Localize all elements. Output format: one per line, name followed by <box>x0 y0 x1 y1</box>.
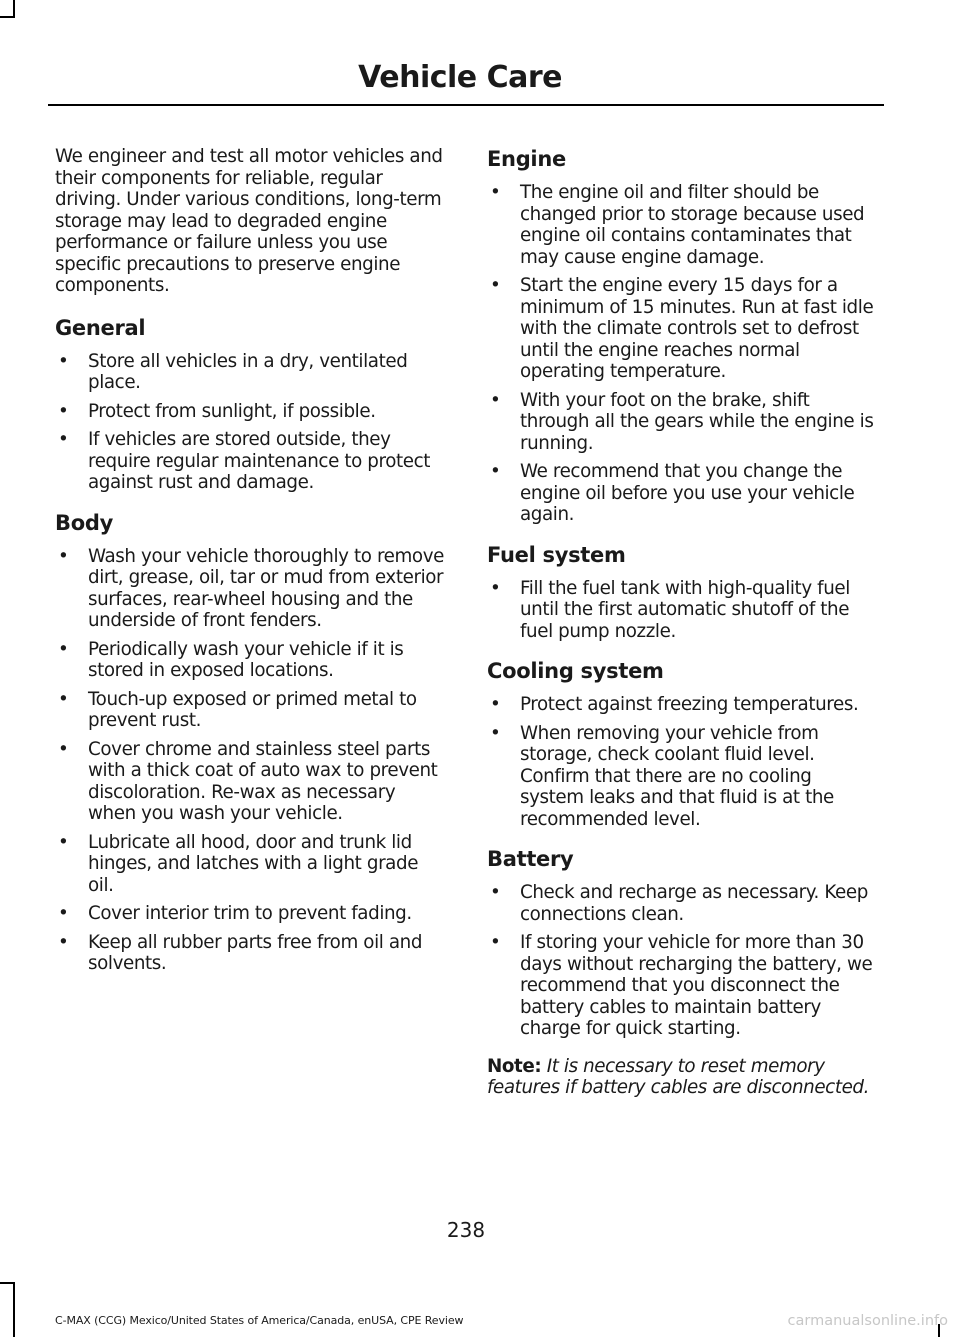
page-number: 238 <box>446 1218 486 1242</box>
left-column <box>55 146 447 991</box>
list-item: • Fill the fuel tank with high-quality fuel until the first automatic shutoff of the fuel pump nozzle. <box>487 578 879 643</box>
list-item: • Check and recharge as necessary. Keep connections clean. <box>487 882 879 925</box>
intro-paragraph: We engineer and test all motor vehicles and their components for reliable, regular driving. Under various conditions, long-term storage may lead to degraded engine performance or failure unless you use specific precautions to preserve engine components. <box>55 146 443 296</box>
document-info: C-MAX (CCG) Mexico/United States of America/Canada, enUSA, CPE Review <box>55 1314 464 1327</box>
list-item: • Start the engine every 15 days for a minimum of 15 minutes. Run at fast idle with the climate controls set to defrost until the engine reaches normal operating temperature. <box>487 275 879 383</box>
engine-list <box>487 182 879 526</box>
body-list <box>55 546 447 975</box>
page-title: Vehicle Care <box>358 60 562 95</box>
battery-list <box>487 882 879 1040</box>
list-item: • We recommend that you change the engine oil before you use your vehicle again. <box>487 461 879 526</box>
list-item: • Periodically wash your vehicle if it is stored in exposed locations. <box>55 639 447 682</box>
list-item: • With your foot on the brake, shift through all the gears while the engine is running. <box>487 390 879 455</box>
list-item: • Lubricate all hood, door and trunk lid hinges, and latches with a light grade oil. <box>55 832 447 897</box>
list-item: • If vehicles are stored outside, they require regular maintenance to protect against rust and damage. <box>55 429 447 494</box>
list-item: • The engine oil and filter should be changed prior to storage because used engine oil contains contaminates that may cause engine damage. <box>487 182 879 268</box>
header-rule <box>48 104 884 106</box>
section-heading-cooling-system: Cooling system <box>487 659 664 683</box>
list-item: • If storing your vehicle for more than 30 days without recharging the battery, we recommend that you disconnect the battery cables to maintain battery charge for quick starting. <box>487 932 879 1040</box>
note-text: It is necessary to reset memory features if battery cables are disconnected. <box>487 1055 870 1098</box>
note-label: Note: <box>487 1055 542 1077</box>
section-heading-general: General <box>55 315 146 340</box>
crop-mark-bottom-left-h <box>0 1282 15 1284</box>
section-heading-body: Body <box>55 510 113 535</box>
section-heading-fuel-system: Fuel system <box>487 542 626 567</box>
watermark: carmanualsonline.info <box>787 1313 948 1329</box>
section-heading-battery: Battery <box>487 847 574 871</box>
list-item: • Store all vehicles in a dry, ventilated place. <box>55 351 447 394</box>
list-item: • Wash your vehicle thoroughly to remove dirt, grease, oil, tar or mud from exterior surfaces, rear-wheel housing and the underside of front fenders. <box>55 546 447 632</box>
section-heading-engine: Engine <box>487 147 566 171</box>
list-item: • Protect from sunlight, if possible. <box>55 401 447 423</box>
list-item: • Cover interior trim to prevent fading. <box>55 903 447 925</box>
list-item: • Keep all rubber parts free from oil and solvents. <box>55 932 447 975</box>
list-item: • Touch-up exposed or primed metal to prevent rust. <box>55 689 447 732</box>
list-item: • Cover chrome and stainless steel parts with a thick coat of auto wax to prevent discoloration. Re-wax as necessary when you wash your vehicle. <box>55 739 447 825</box>
crop-mark-top-left <box>13 0 15 17</box>
list-item: • Protect against freezing temperatures. <box>487 694 879 716</box>
right-column <box>487 146 879 1099</box>
crop-mark-bottom-left <box>13 1282 15 1337</box>
cooling-system-list <box>487 694 879 830</box>
list-item: • When removing your vehicle from storage, check coolant fluid level. Confirm that there are no cooling system leaks and that fluid is at the recommended level. <box>487 723 879 831</box>
fuel-system-list <box>487 578 879 643</box>
general-list <box>55 351 447 494</box>
crop-mark-top-left-h <box>0 16 15 18</box>
battery-note <box>487 1056 879 1099</box>
